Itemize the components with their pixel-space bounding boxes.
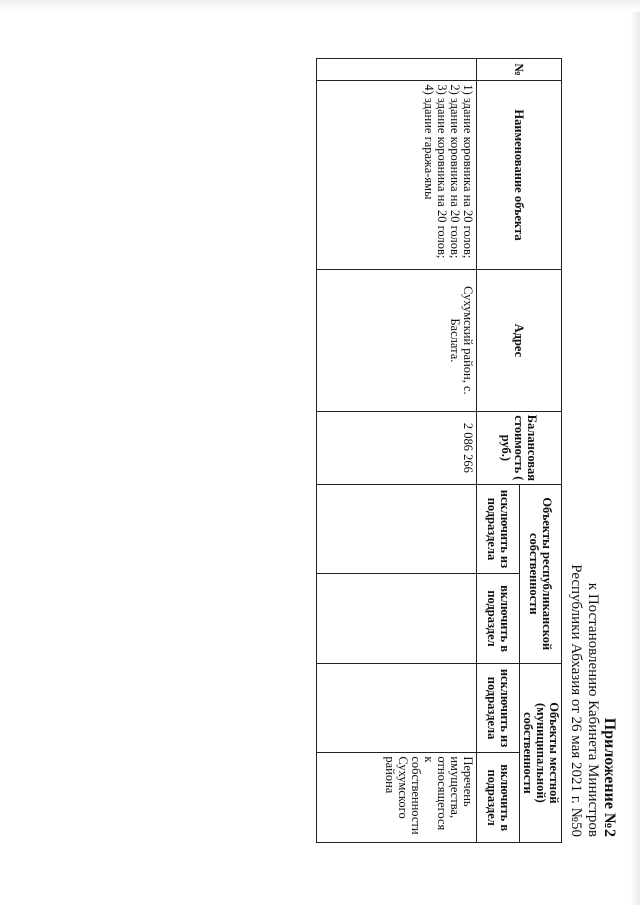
cell-local-include: Перечень имущества, относящегося к собственности Сухумского района	[317, 753, 477, 843]
cell-republic-include	[317, 574, 477, 664]
header-balance: Балансовая стоимость ( руб.)	[477, 412, 562, 485]
header-republic-include: включить в подраздел	[477, 574, 520, 664]
appendix-title: Приложение №2	[601, 717, 618, 837]
header-local-include: включить в подраздел	[477, 753, 520, 843]
object-name-3: 3) здание коровника на 20 голов;	[435, 84, 449, 259]
cell-republic-exclude	[317, 484, 477, 574]
table-header-row	[520, 59, 562, 843]
cell-object-names	[317, 81, 477, 269]
header-address: Адрес	[477, 269, 562, 411]
cell-balance: 2 086 266	[317, 412, 477, 485]
header-num: №	[477, 59, 562, 81]
header-local-group: Объекты местной (муниципальной) собственности	[520, 663, 562, 842]
header-republic-group: Объекты республиканской собственности	[520, 484, 562, 663]
object-name-2: 2) здание коровника на 20 голов;	[448, 84, 462, 259]
appendix-line-1: к Постановлению Кабинета Министров	[585, 582, 601, 837]
header-local-exclude: исключить из подраздела	[477, 663, 520, 753]
cell-num	[317, 59, 477, 81]
appendix-line-2: Республики Абхазия от 26 мая 2021 г. №50	[568, 564, 584, 837]
object-name-4: 4) здание гаража-ямы	[422, 84, 436, 200]
table-row	[317, 59, 477, 843]
scan-edge-shadow	[630, 0, 640, 905]
cell-address: Сухумский район, с. Баслата.	[317, 269, 477, 411]
cell-local-exclude	[317, 663, 477, 753]
header-republic-exclude: исключить из подраздела	[477, 484, 520, 574]
appendix-header	[567, 564, 618, 837]
object-name-1: 1) здание коровника на 20 голов;	[461, 84, 475, 259]
header-name: Наименование объекта	[477, 81, 562, 269]
scan-edge-shadow-left	[0, 0, 640, 12]
property-table	[316, 58, 562, 843]
